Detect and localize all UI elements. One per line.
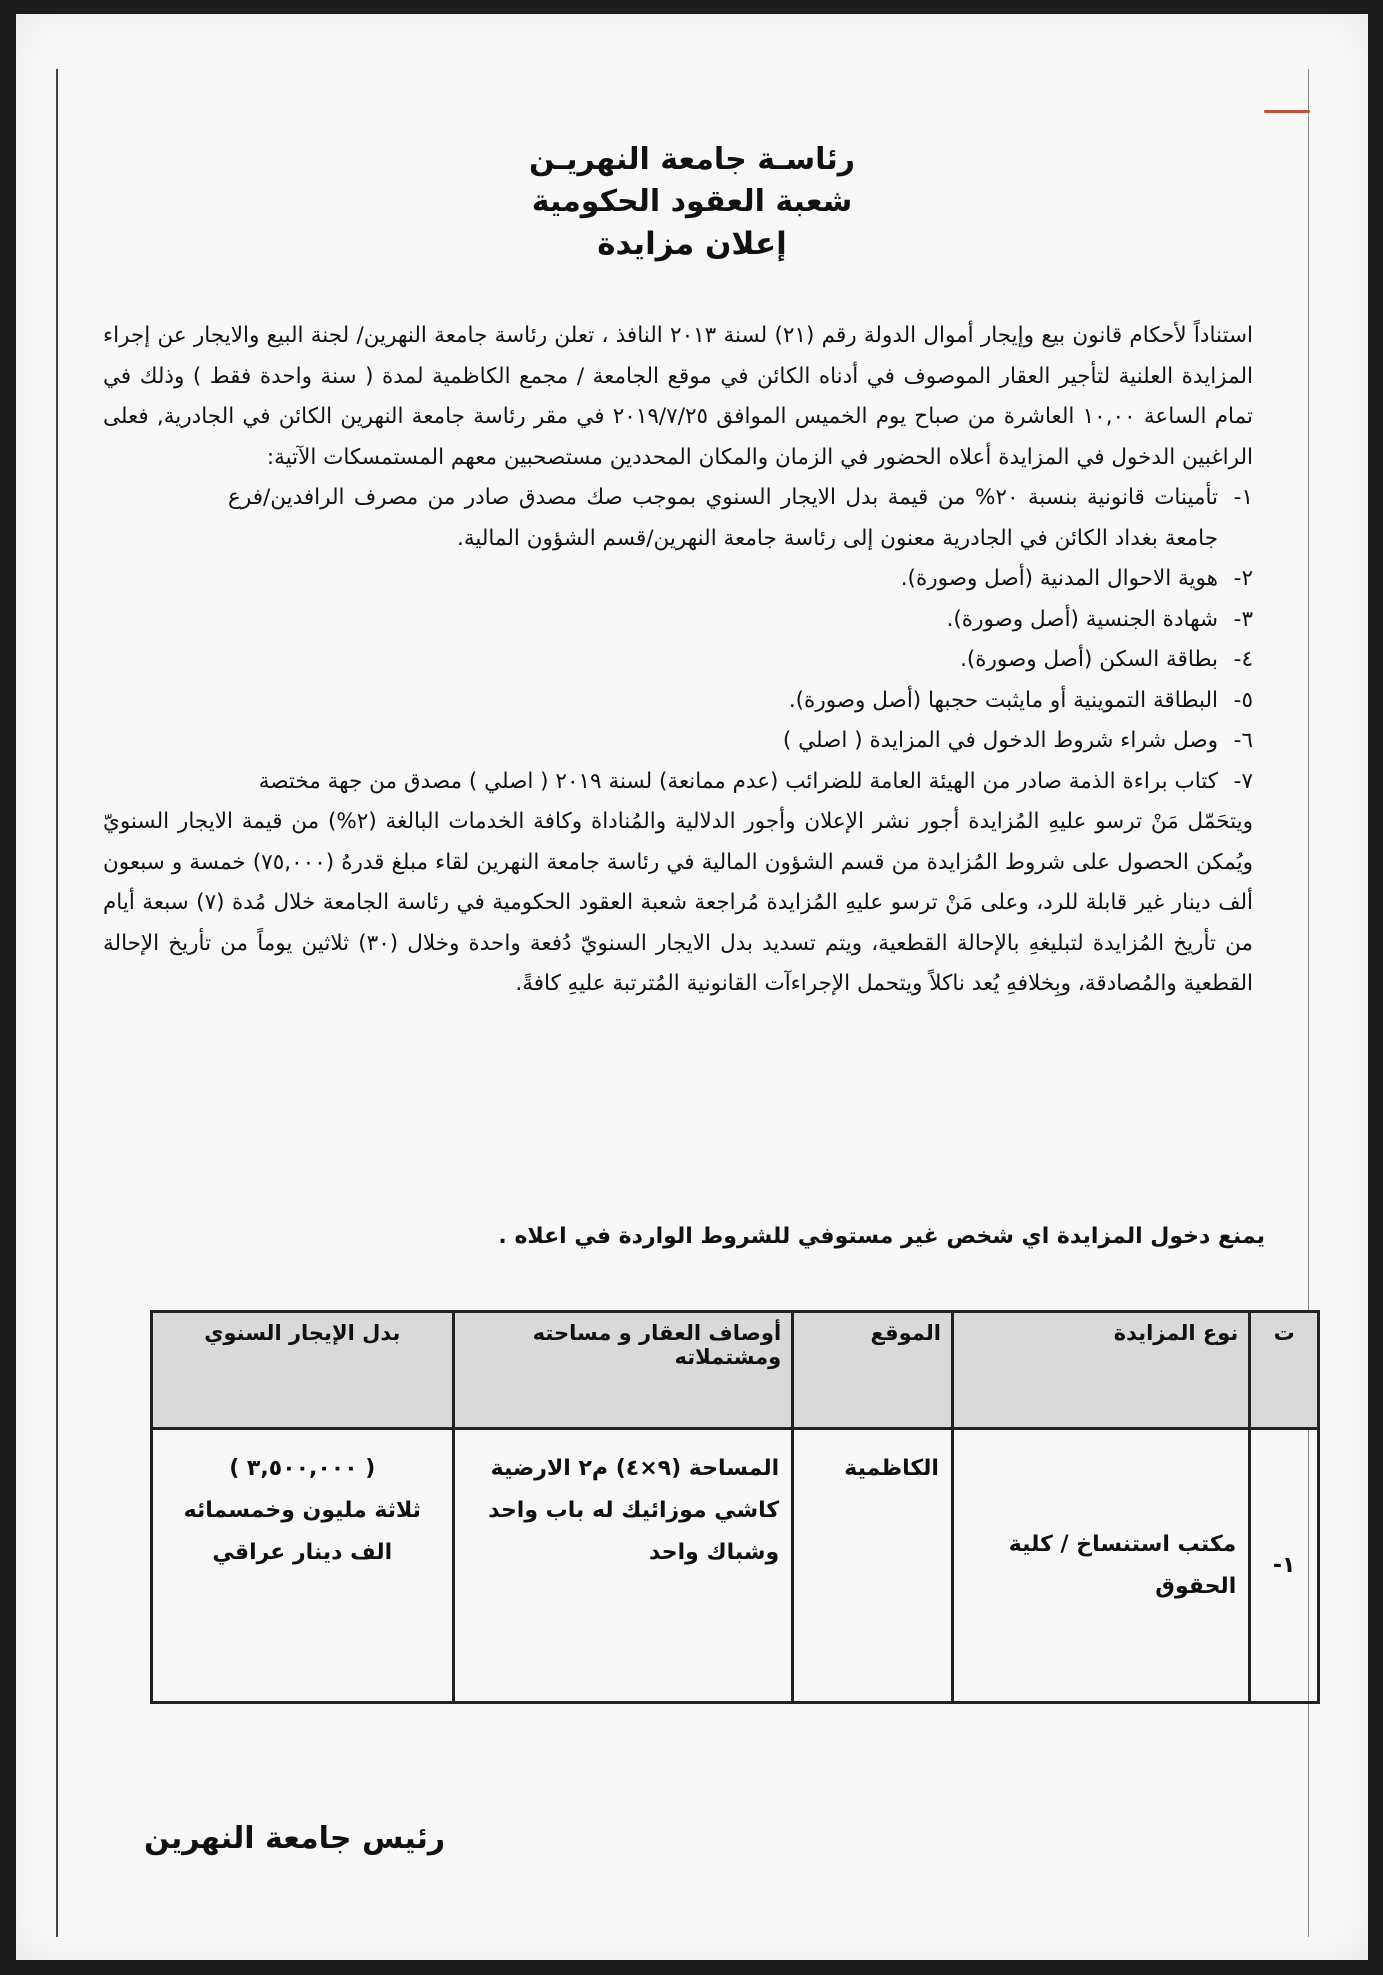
cell-description: المساحة (٩×٤) م٢ الارضية كاشي موزائيك له باب واحد وشباك واحد [453, 1429, 793, 1703]
eligibility-note: يمنع دخول المزايدة اي شخص غير مستوفي للشروط الواردة في اعلاه . [498, 1224, 1265, 1249]
requirement-item [103, 762, 1253, 803]
announcement-title: إعلان مزايدة [597, 226, 787, 262]
requirement-text: شهادة الجنسية (أصل وصورة). [946, 606, 1218, 632]
requirement-text: هوية الاحوال المدنية (أصل وصورة). [900, 566, 1218, 591]
header-description: أوصاف العقار و مساحته ومشتملاته [453, 1312, 793, 1429]
requirement-item [103, 600, 1253, 641]
department-name: شعبة العقود الحكومية [531, 184, 853, 219]
requirement-item [103, 640, 1253, 681]
requirement-text: تأمينات قانونية بنسبة ٢٠% من قيمة بدل الايجار السنوي بموجب صك مصدق صادر من مصرف الرافدين/فرع جامعة بغداد الكائن في الجادرية معنون إلى رئاسة جامعة النهرين/قسم الشؤون المالية. [228, 485, 1219, 551]
table-header-row [152, 1312, 1319, 1429]
requirement-number: ١- [1233, 485, 1253, 510]
requirement-text: كتاب براءة الذمة صادر من الهيئة العامة للضرائب (عدم ممانعة) لسنة ٢٠١٩ ( اصلي ) مصدق من جهة مختصة [258, 768, 1218, 794]
requirement-item [103, 721, 1253, 762]
header-annual-rent: بدل الإيجار السنوي [152, 1312, 454, 1429]
requirement-number: ٤- [1233, 647, 1253, 672]
header-index: ت [1250, 1312, 1319, 1429]
requirement-number: ٧- [1233, 768, 1253, 794]
auction-table [150, 1310, 1320, 1704]
requirements-list [103, 478, 1253, 802]
document-header [16, 139, 1368, 265]
university-name: رئاسـة جامعة النهريـن [528, 142, 855, 177]
requirement-text: وصل شراء شروط الدخول في المزايدة ( اصلي ) [782, 728, 1218, 753]
signature-block: رئيس جامعة النهرين [144, 1821, 446, 1856]
requirement-text: البطاقة التموينية أو مايثبت حجبها (أصل وصورة). [788, 687, 1218, 713]
cell-index: ١- [1250, 1429, 1319, 1703]
requirement-number: ٣- [1233, 606, 1253, 632]
document-page [16, 14, 1368, 1960]
intro-paragraph: استناداً لأحكام قانون بيع وإيجار أموال الدولة رقم (٢١) لسنة ٢٠١٣ النافذ ، تعلن رئاسة جامعة النهرين/ لجنة البيع والايجار عن إجراء المزايدة العلنية لتأجير العقار الموصوف في أدناه الكائن في موقع الجامعة / مجمع الكاظمية لمدة ( سنة واحدة فقط ) وذلك في تمام الساعة ١٠,٠٠ العاشرة من صباح يوم الخميس الموافق ٢٠١٩/٧/٢٥ في مقر رئاسة جامعة النهرين الكائن في الجادرية, فعلى الراغبين الدخول في المزايدة أعلاه الحضور في الزمان والمكان المحددين مستصحبين معهم المستمسكات الآتية: [103, 323, 1253, 470]
requirement-number: ٥- [1233, 687, 1253, 713]
rent-amount-words: ثلاثة مليون وخمسمائه الف دينار عراقي [183, 1498, 421, 1565]
rent-amount-number: ( ٣,٥٠٠,٠٠٠ ) [229, 1456, 376, 1481]
table-row [152, 1429, 1319, 1703]
red-ink-mark [1264, 110, 1310, 113]
cell-location: الكاظمية [793, 1429, 953, 1703]
requirement-text: بطاقة السكن (أصل وصورة). [960, 647, 1218, 672]
requirement-item [103, 559, 1253, 600]
announcement-body [103, 316, 1253, 1005]
cell-annual-rent [152, 1429, 454, 1703]
closing-paragraph: ويتحَمّل مَنْ ترسو عليهِ المُزايدة أجور نشر الإعلان وأجور الدلالية والمُناداة وكافة الخدمات البالغة (٢%) من قيمة الايجار السنويّ ويُمكن الحصول على شروط المُزايدة من قسم الشؤون المالية في رئاسة جامعة النهرين لقاء مبلغ قدرهُ (٧٥,٠٠٠) خمسة و سبعون ألف دينار غير قابلة للرد، وعلى مَنْ ترسو عليهِ المُزايدة مُراجعة شعبة العقود الحكومية في رئاسة الجامعة خلال مُدة (٧) سبعة أيام من تأريخ المُزايدة لتبليغهِ بالإحالة القطعية، ويتم تسديد بدل الايجار السنويّ دُفعة واحدة وخلال (٣٠) ثلاثين يوماً من تأريخ الإحالة القطعية والمُصادقة، وبِخلافهِ يُعد ناكلاً ويتحمل الإجراءآت القانونية المُترتبة عليهِ كافةً. [103, 809, 1254, 996]
requirement-number: ٢- [1233, 566, 1253, 591]
requirement-item [103, 478, 1253, 559]
header-location: الموقع [793, 1312, 953, 1429]
cell-auction-type: مكتب استنساخ / كلية الحقوق [952, 1429, 1249, 1703]
requirement-item [103, 681, 1253, 722]
requirement-number: ٦- [1233, 728, 1253, 753]
header-auction-type: نوع المزايدة [952, 1312, 1249, 1429]
